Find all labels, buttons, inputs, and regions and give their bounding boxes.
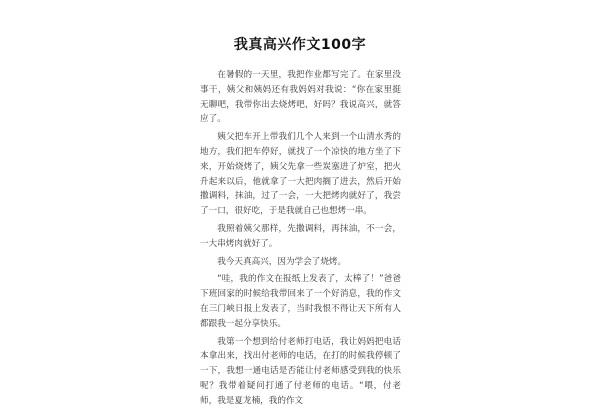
page-title: 我真高兴作文100字 bbox=[233, 37, 367, 53]
paragraph: 我照着姨父那样，先撒调料，再抹油，不一会，一大串烤肉就好了。 bbox=[200, 223, 401, 249]
paragraph: 在暑假的一天里，我把作业都写完了。在家里没事干，姨父和姨妈还有我妈妈对我说：“你在家里挺无聊吧，我带你出去烧烤吧，好吗？我说高兴，就答应了。 bbox=[200, 70, 401, 125]
paragraph: 我今天真高兴，因为学会了烧烤。 bbox=[217, 256, 347, 267]
paragraph: “哇，我的作文在报纸上发表了，太棒了！”爸爸下班回家的时候给我带回来了一个好消息，我的作文在三门峡日报上发表了，当时我恨不得让天下所有人都跟我一起分享快乐。 bbox=[200, 274, 401, 329]
essay-body bbox=[200, 68, 401, 409]
paragraph: 我第一个想到给付老师打电话，我让妈妈把电话本拿出来，找出付老师的电话，在打的时候我停顿了一下，我想一通电话是否能让付老师感受到我的快乐呢？我带着疑问打通了付老师的电话。“喂，付老师，我是夏龙楠，我的作文 bbox=[200, 336, 401, 406]
paragraph: 姨父把车开上带我们几个人来到一个山清水秀的地方，我们把车停好，就找了一个凉快的地方坐了下来，开始烧烤了，姨父先拿一些炭塞进了炉室，把火升起来以后，他就拿了一大把肉搁了进去，然后开始撒调料，抹油，过了一会，一大把烤肉就好了，我尝了一口，很好吃，于是我就自己也想烤一串。 bbox=[200, 132, 401, 217]
